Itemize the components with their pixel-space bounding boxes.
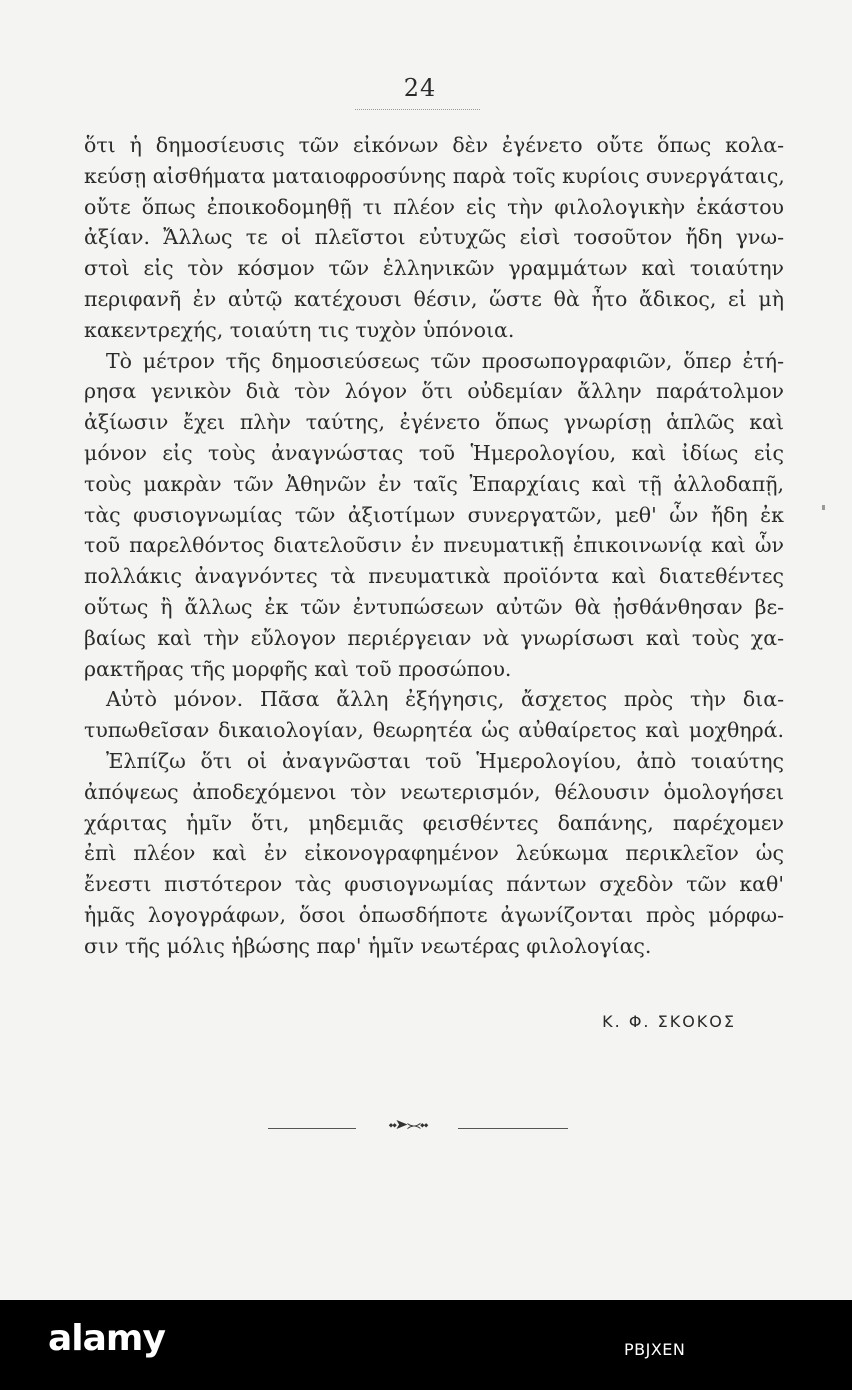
text-line: Ἐλπίζω ὅτι οἱ ἀναγνῶσται τοῦ Ἡμερολογίου, ἀπὸ τοιαύτης [106, 748, 784, 773]
text-line: ἐπὶ πλέον καὶ ἐν εἰκονογραφημένον λεύκωμα περικλεῖον ὡς [84, 841, 784, 866]
image-id-label: PBJXEN [624, 1340, 686, 1359]
body-text [84, 130, 784, 962]
ornament-rule-left [268, 1128, 356, 1129]
text-line: Αὐτὸ μόνον. Πᾶσα ἄλλη ἐξήγησις, ἄσχετος πρὸς τὴν δια- [106, 687, 784, 712]
text-line: ἔνεστι πιστότερον τὰς φυσιογνωμίας πάντων σχεδὸν τῶν καθ' [84, 872, 784, 897]
text-line: Τὸ μέτρον τῆς δημοσιεύσεως τῶν προσωπογραφιῶν, ὅπερ ἐτή- [106, 348, 784, 373]
text-line: ὅτι ἡ δημοσίευσις τῶν εἰκόνων δὲν ἐγένετο οὔτε ὅπως κολα- [84, 133, 784, 157]
text-line: στοὶ εἰς τὸν κόσμον τῶν ἑλληνικῶν γραμμάτων καὶ τοιαύτην [84, 256, 784, 281]
text-line: περιφανῆ ἐν αὐτῷ κατέχουσι θέσιν, ὥστε θὰ ἦτο ἄδικος, εἰ μὴ [84, 286, 784, 311]
text-line: τυπωθεῖσαν δικαιολογίαν, θεωρητέα ὡς αὐθαίρετος καὶ μοχθηρά. [84, 718, 784, 743]
text-line: κακεντρεχής, τοιαύτη τις τυχὸν ὑπόνοια. [84, 317, 515, 342]
alamy-logo: alamy [48, 1318, 165, 1359]
text-line: βαίως καὶ τὴν εὔλογον περιέργειαν νὰ γνωρίσωσι καὶ τοὺς χα- [84, 625, 784, 650]
text-line: χάριτας ἡμῖν ὅτι, μηδεμιᾶς φεισθέντες δαπάνης, παρέχομεν [84, 810, 784, 835]
text-line: οὔτε ὅπως ἐποικοδομηθῇ τι πλέον εἰς τὴν φιλολογικὴν ἑκάστου [84, 194, 784, 219]
text-line: σιν τῆς μόλις ἡβώσης παρ' ἡμῖν νεωτέρας φιλολογίας. [84, 933, 652, 958]
author-signature: Κ. Φ. ΣΚΟΚΟΣ [602, 1012, 736, 1031]
page-number-rule [355, 109, 480, 110]
text-line: τὰς φυσιογνωμίας τῶν ἀξιοτίμων συνεργατῶν, μεθ' ὧν ἤδη ἐκ [84, 502, 784, 527]
ornament-glyph: ⬩⬩➤≻≺⬩⬩ [388, 1118, 428, 1133]
margin-speck [822, 505, 825, 510]
text-line: τοὺς μακρὰν τῶν Ἀθηνῶν ἐν ταῖς Ἐπαρχίαις καὶ τῇ ἀλλοδαπῇ, [84, 471, 784, 496]
text-line: οὕτως ἢ ἄλλως ἐκ τῶν ἐντυπώσεων αὐτῶν θὰ ᾐσθάνθησαν βε- [84, 594, 784, 619]
text-line: ἀπόψεως ἀποδεχόμενοι τὸν νεωτερισμόν, θέλουσιν ὁμολογήσει [84, 779, 784, 804]
text-line: μόνον εἰς τοὺς ἀναγνώστας τοῦ Ἡμερολογίου, καὶ ἰδίως εἰς [84, 440, 784, 465]
page-number: 24 [403, 74, 437, 102]
ornament-divider [268, 1120, 568, 1140]
text-line: ἡμᾶς λογογράφων, ὅσοι ὁπωσδήποτε ἀγωνίζονται πρὸς μόρφω- [84, 902, 784, 927]
text-line: ἀξίωσιν ἔχει πλὴν ταύτης, ἐγένετο ὅπως γνωρίσῃ ἁπλῶς καὶ [84, 410, 784, 435]
text-line: τοῦ παρελθόντος διατελοῦσιν ἐν πνευματικῇ ἐπικοινωνίᾳ καὶ ὧν [84, 533, 784, 558]
text-line: κεύσῃ αἰσθήματα ματαιοφροσύνης παρὰ τοῖς κυρίοις συνεργάταις, [84, 163, 785, 188]
ornament-rule-right [458, 1128, 568, 1129]
text-line: πολλάκις ἀναγνόντες τὰ πνευματικὰ προϊόντα καὶ διατεθέντες [84, 564, 784, 589]
text-line: ρακτῆρας τῆς μορφῆς καὶ τοῦ προσώπου. [84, 656, 512, 681]
text-line: ρησα γενικὸν διὰ τὸν λόγον ὅτι οὐδεμίαν ἄλλην παράτολμον [84, 379, 784, 404]
text-line: ἀξίαν. Ἄλλως τε οἱ πλεῖστοι εὐτυχῶς εἰσὶ τοσοῦτον ἤδη γνω- [84, 225, 784, 250]
